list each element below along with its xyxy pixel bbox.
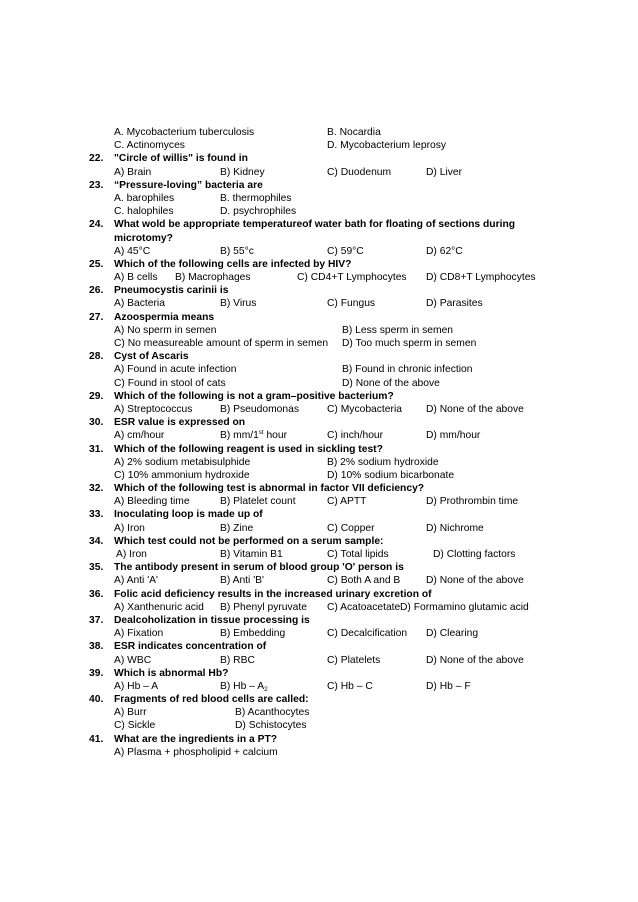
question-22-stem [0,152,638,165]
option-text: D) Nichrome [426,522,484,534]
question-26-stem [0,284,638,297]
option-row [0,746,638,759]
question-31-option-a [114,456,250,469]
question-40-stem [0,693,638,706]
option-row [0,403,638,416]
question-text: microtomy? [114,232,173,244]
option-text: D) Liver [426,166,463,178]
question-text: Dealcoholization in tissue processing is [114,614,310,626]
option-text: C) Decalcification [327,628,408,640]
question-26-option-b [220,297,256,310]
question-text: Pneumocystis carinii is [114,285,229,297]
option-text: D) Formamino glutamic acid [400,601,529,613]
question-28-option-a [114,363,237,376]
question-37-option-c [327,627,407,640]
option-text: C) Copper [327,522,375,534]
option-text: D) Prothrombin time [426,496,519,508]
option-text: D) Schistocytes [235,720,307,732]
question-31-option-d [327,469,454,482]
option-row [0,495,638,508]
question-text: What are the ingredients in a PT? [114,733,278,745]
option-text: C) No measureable amount of sperm in semen [114,338,329,349]
question-38-option-a [114,654,151,667]
question-30-option-c [327,429,383,442]
question-24-option-d [426,245,463,258]
option-text: A) 45°C [114,245,151,257]
option-text: A) cm/hour [114,430,165,442]
option-text: A) Bacteria [114,298,165,310]
question-number: 40. [89,694,104,706]
option-text: B) Vitamin B1 [220,549,283,560]
option-text: B) 55°c [220,245,254,257]
option-text: D) None of the above [426,403,524,415]
option-row [0,469,638,482]
question-34-option-d [433,548,515,561]
option-text: C. halophiles [114,206,174,218]
option-text: A) WBC [114,654,152,666]
option-text: A) Burr [114,707,147,719]
option-text: B) Phenyl pyruvate [220,601,307,613]
option-text: D) None of the above [426,575,524,587]
option-text: B) Hb – A [220,680,265,692]
question-34-option-b [220,548,283,561]
option-text: B) Platelet count [220,496,296,508]
option-text: B. Nocardia [327,127,381,138]
option-text: A. barophiles [114,192,175,204]
question-text: Folic acid deficiency results in the increased urinary excretion of [114,588,432,600]
question-41-option-a [114,746,278,759]
question-number: 39. [89,667,104,679]
question-33-stem [0,508,638,521]
question-29-option-c [327,403,402,416]
question-text: Azoospermia means [114,311,215,323]
question-number: 29. [89,390,104,402]
option-row [0,337,638,350]
option-text: D) Too much sperm in semen [342,338,477,349]
question-33-option-a [114,522,145,535]
question-33-option-d [426,522,484,535]
option-text: C) 10% ammonium hydroxide [114,469,250,481]
option-text: C) Acatoacetate [327,601,401,613]
question-34-option-a [116,548,147,561]
question-35-option-c [327,574,400,587]
option-text: D) mm/hour [426,430,481,442]
option-row [0,601,638,614]
option-row [0,522,638,535]
question-26-option-c [327,297,375,310]
question-35-option-d [426,574,524,587]
question-23-option-d [220,205,296,218]
question-text: Which of the following cells are infected by HIV? [114,258,352,270]
option-text: D) 62°C [426,245,463,257]
question-38-option-b [220,654,255,667]
continuation-option-a [114,126,254,139]
question-text: Cyst of Ascaris [114,351,189,363]
question-36-option-a [114,601,204,614]
option-text: A) No sperm in semen [114,324,217,336]
question-number: 30. [89,417,104,429]
option-text: C. Actinomyces [114,140,185,152]
question-22-option-b [220,166,265,179]
question-32-stem [0,482,638,495]
question-text: Which of the following is not a gram–positive bacterium? [114,390,394,402]
question-22-option-d [426,166,462,179]
question-36-option-b [220,601,307,614]
question-24-option-a [114,245,150,258]
question-31-stem [0,443,638,456]
question-27-option-a [114,324,216,337]
question-30-option-d [426,429,480,442]
continuation-option-d [327,139,446,152]
question-text: Fragments of red blood cells are called: [114,694,309,706]
option-text: A) Plasma + phospholipid + calcium [114,746,278,758]
question-30-option-b [220,429,287,442]
question-36-stem [0,588,638,601]
option-text: B) Acanthocytes [235,707,310,719]
question-25-option-a [114,271,158,284]
question-35-stem [0,561,638,574]
question-24-stem [0,218,638,231]
question-number: 36. [89,588,104,600]
question-34-option-c [327,548,389,561]
question-29-option-b [220,403,299,416]
question-25-stem [0,258,638,271]
question-37-option-d [426,627,478,640]
question-39-option-a [114,680,158,693]
question-text: Which test could not be performed on a serum sample: [114,535,384,547]
option-row [0,324,638,337]
option-text: A) Bleeding time [114,496,190,508]
option-row [0,271,638,284]
option-text: A) Hb – A [114,680,159,692]
question-32-option-d [426,495,518,508]
option-text: C) Total lipids [327,549,389,560]
option-row [0,377,638,390]
option-row [0,205,638,218]
question-40-option-b [235,706,309,719]
question-sheet [0,126,638,759]
question-39-option-c [327,680,373,693]
question-30-option-a [114,429,164,442]
question-text: Inoculating loop is made up of [114,509,263,521]
option-text: B) Macrophages [175,272,251,284]
option-text: C) inch/hour [327,430,384,442]
question-40-option-d [235,719,307,732]
question-number: 24. [89,219,104,231]
question-27-option-d [342,337,476,350]
question-text: What wold be appropriate temperatureof water bath for floating of sections during [114,219,516,231]
question-29-stem [0,390,638,403]
question-40-option-a [114,706,147,719]
option-text: C) CD4+T Lymphocytes [297,272,407,284]
question-22-option-c [327,166,391,179]
option-row [0,192,638,205]
option-row [0,654,638,667]
option-text: B) Anti 'B' [220,575,264,587]
option-text: D. Mycobacterium leprosy [327,140,447,152]
option-text: B) Embedding [220,628,286,640]
question-text: The antibody present in serum of blood group 'O' person is [114,562,404,574]
option-row [0,429,638,442]
question-text: ESR indicates concentration of [114,641,267,653]
question-27-stem [0,311,638,324]
question-27-option-b [342,324,453,337]
question-33-option-b [220,522,253,535]
question-24-stem-continued [0,232,638,245]
option-text: D) 10% sodium bicarbonate [327,469,455,481]
question-26-option-d [426,297,483,310]
question-number: 38. [89,641,104,653]
question-text: Which is abnormal Hb? [114,667,229,679]
question-text: ESR value is expressed on [114,417,246,429]
option-text: B) Kidney [220,166,265,178]
question-28-option-b [342,363,473,376]
option-text: C) Duodenum [327,166,392,178]
option-text: B) 2% sodium hydroxide [327,456,439,468]
question-text: "Circle of willis" is found in [114,153,248,165]
question-28-stem [0,350,638,363]
question-23-option-b [220,192,292,205]
option-text: A) Found in acute infection [114,364,237,376]
question-36-option-d [400,601,529,614]
question-number: 28. [89,351,104,363]
question-38-stem [0,640,638,653]
question-25-option-d [426,271,536,284]
option-row [0,548,638,561]
question-27-option-c [114,337,328,350]
question-number: 34. [89,535,104,547]
question-23-option-c [114,205,174,218]
question-text: “Pressure-loving” bacteria are [114,179,263,191]
option-row [0,245,638,258]
option-row [0,680,638,693]
option-row [0,363,638,376]
option-text: A) Iron [114,522,145,534]
option-text: C) Hb – C [327,680,373,692]
question-26-option-a [114,297,165,310]
question-23-option-a [114,192,174,205]
question-29-option-d [426,403,524,416]
question-37-stem [0,614,638,627]
question-number: 22. [89,153,104,165]
question-38-option-d [426,654,524,667]
option-row [0,574,638,587]
option-text: D. psychrophiles [220,206,297,218]
question-31-option-b [327,456,439,469]
option-text: A) Anti 'A' [114,575,158,587]
question-number: 41. [89,733,104,745]
question-25-option-c [297,271,407,284]
option-text: C) Platelets [327,654,381,666]
option-text: D) None of the above [342,377,440,389]
question-39-option-b [220,680,268,693]
option-text: C) 59°C [327,245,364,257]
option-text: D) CD8+T Lymphocytes [426,272,536,284]
question-39-option-d [426,680,471,693]
option-text: B) RBC [220,654,255,666]
option-text: D) Clotting factors [433,549,516,560]
question-number: 35. [89,562,104,574]
question-36-option-c [327,601,400,614]
option-row [0,456,638,469]
question-number: 27. [89,311,104,323]
question-23-stem [0,179,638,192]
option-text: A) Xanthenuric acid [114,601,204,613]
question-37-option-b [220,627,285,640]
question-text: Which of the following test is abnormal in factor VII deficiency? [114,483,425,495]
option-text: D) Hb – F [426,680,471,692]
continuation-option-b [327,126,381,139]
option-row [0,706,638,719]
option-row [0,139,638,152]
option-superscript: st [258,430,264,437]
option-text: B) Zine [220,522,254,534]
question-32-option-b [220,495,296,508]
question-41-stem [0,733,638,746]
option-text: A) Brain [114,166,152,178]
option-text: D) Parasites [426,298,483,310]
option-text: B) Found in chronic infection [342,364,473,376]
option-row [0,719,638,732]
question-39-stem [0,667,638,680]
question-22-option-a [114,166,151,179]
option-text: B) Pseudomonas [220,403,299,415]
option-row [0,627,638,640]
option-text: C) Fungus [327,298,376,310]
option-text: A. Mycobacterium tuberculosis [114,127,255,138]
question-37-option-a [114,627,163,640]
question-32-option-a [114,495,190,508]
option-text: A) Fixation [114,628,164,640]
question-33-option-c [327,522,375,535]
option-text: B) Less sperm in semen [342,324,454,336]
question-28-option-d [342,377,440,390]
question-number: 33. [89,509,104,521]
option-text: A) 2% sodium metabisulphide [114,456,251,468]
question-30-stem [0,416,638,429]
option-row [0,126,638,139]
option-row [0,297,638,310]
option-subscript: 2 [264,685,268,693]
question-24-option-c [327,245,364,258]
option-text: B. thermophiles [220,192,292,204]
question-number: 31. [89,443,104,455]
question-35-option-b [220,574,264,587]
option-text: A) Streptococcus [114,403,193,415]
question-35-option-a [114,574,158,587]
question-29-option-a [114,403,192,416]
question-25-option-b [175,271,251,284]
question-number: 32. [89,483,104,495]
question-40-option-c [114,719,155,732]
option-text: A) Iron [116,549,147,560]
option-text: C) APTT [327,496,367,508]
question-number: 37. [89,614,104,626]
option-text: D) None of the above [426,654,524,666]
option-text: B) mm/1 [220,430,259,442]
option-text: B) Virus [220,298,257,310]
option-row [0,166,638,179]
question-number: 26. [89,285,104,297]
question-31-option-c [114,469,250,482]
option-text: A) B cells [114,272,158,284]
option-text: C) Both A and B [327,575,401,587]
continuation-option-c [114,139,185,152]
question-28-option-c [114,377,226,390]
question-number: 23. [89,179,104,191]
question-number: 25. [89,258,104,270]
question-text: Which of the following reagent is used in sickling test? [114,443,383,455]
option-text: D) Clearing [426,628,479,640]
question-38-option-c [327,654,380,667]
option-text: C) Found in stool of cats [114,377,226,389]
question-24-option-b [220,245,254,258]
option-text: C) Mycobacteria [327,403,402,415]
option-text: C) Sickle [114,720,156,732]
question-34-stem [0,535,638,548]
option-text-tail: hour [263,430,288,442]
question-32-option-c [327,495,366,508]
